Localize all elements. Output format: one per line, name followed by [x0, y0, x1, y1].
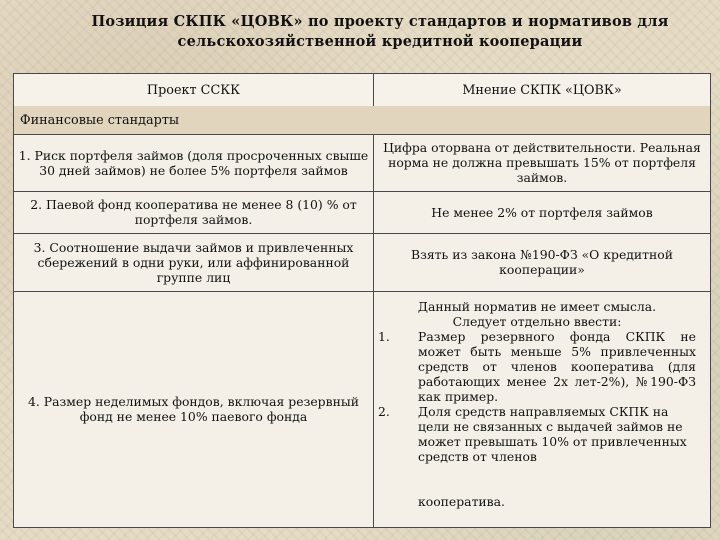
list-text: Доля средств направляемых СКПК на цели не связанных с выдачей займов не может превышать 10% от привлеченных средств от членов [418, 404, 687, 464]
table-row [14, 191, 710, 234]
opinion-lead: Следует отдельно ввести: [452, 314, 622, 329]
opinion-cell: Не менее 2% от портфеля займов [431, 204, 653, 220]
header-project: Проект ССКК [14, 74, 374, 106]
table-header-row [14, 74, 710, 107]
section-row [14, 106, 710, 135]
standards-table [13, 73, 711, 528]
opinion-list-item [378, 329, 696, 404]
opinion-intro: Данный норматив не имеет смысла. [417, 299, 657, 314]
table-row [14, 291, 710, 527]
list-text: Размер резервного фонда СКПК не может быть меньше 5% привлеченных средств от членов кооператива (для работающих менее 2х лет-2%), №190-ФЗ как пример. [418, 329, 696, 404]
table-row [14, 233, 710, 292]
section-financial-standards: Финансовые стандарты [20, 112, 180, 128]
header-opinion: Мнение СКПК «ЦОВК» [462, 82, 622, 98]
title-line-1: Позиция СКПК «ЦОВК» по проекту стандартов и нормативов для [91, 13, 669, 30]
list-number: 2. [378, 404, 390, 419]
project-cell: 2. Паевой фонд кооператива не менее 8 (10) % от портфеля займов. [14, 191, 374, 233]
title-line-2: сельскохозяйственной кредитной кооперации [177, 33, 583, 50]
opinion-cell: Цифра оторвана от действительности. Реальная норма не должна превышать 15% от портфеля займов. [383, 140, 701, 185]
list-number: 1. [378, 329, 390, 344]
project-cell: 4. Размер неделимых фондов, включая резервный фонд не менее 10% паевого фонда [14, 291, 374, 527]
opinion-cell [374, 291, 710, 527]
opinion-tail: кооператива. [418, 494, 505, 509]
project-cell: 3. Соотношение выдачи займов и привлеченных сбережений в одни руки, или аффинированной группе лиц [14, 233, 374, 291]
opinion-cell: Взять из закона №190-ФЗ «О кредитной кооперации» [410, 247, 674, 277]
table-row [14, 134, 710, 192]
project-cell: 1. Риск портфеля займов (доля просроченных свыше 30 дней займов) не более 5% портфеля займов [14, 134, 374, 191]
slide-title [60, 12, 700, 52]
opinion-list-item [378, 404, 696, 464]
